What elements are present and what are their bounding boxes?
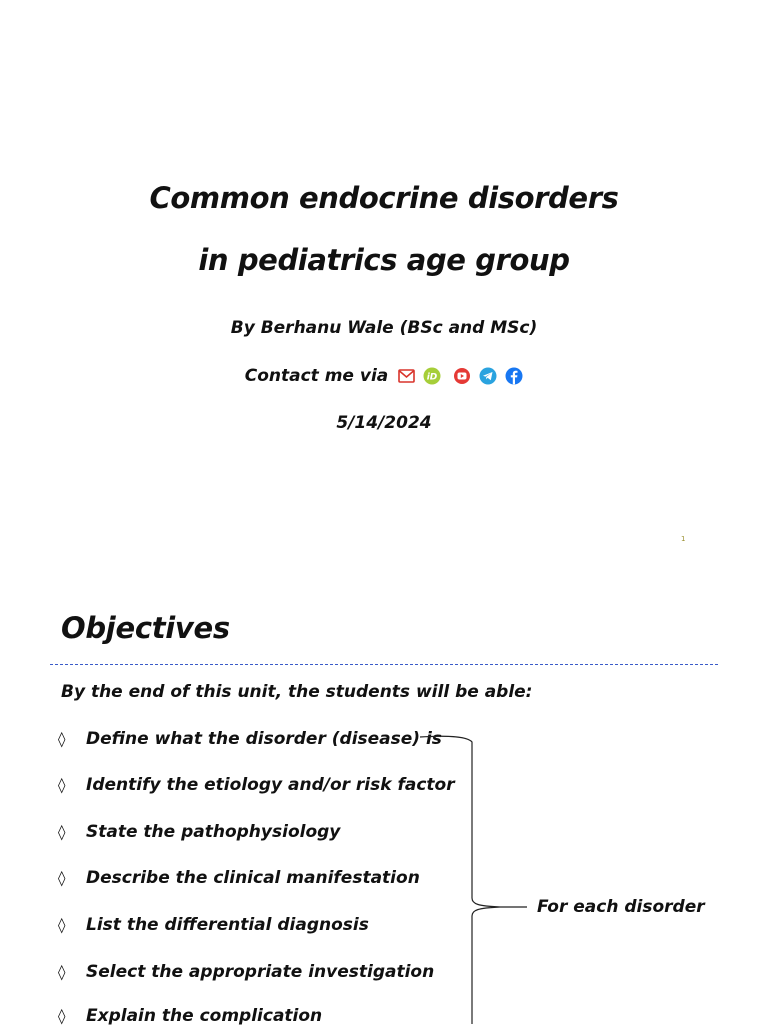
diamond-bullet-icon: ◊ [58, 776, 66, 794]
diamond-bullet-icon: ◊ [58, 730, 66, 748]
objective-text: State the pathophysiology [86, 822, 341, 842]
diamond-bullet-icon: ◊ [58, 963, 66, 981]
title-line-2: in pediatrics age group [198, 243, 570, 277]
objectives-heading: Objectives [61, 611, 230, 645]
objective-text: Select the appropriate investigation [86, 962, 435, 982]
objective-text: Define what the disorder (disease) is [86, 729, 442, 749]
svg-text:iD: iD [426, 372, 438, 383]
date-line: 5/14/2024 [336, 413, 432, 433]
objectives-intro: By the end of this unit, the students will be able: [61, 682, 533, 702]
diamond-bullet-icon: ◊ [58, 823, 66, 841]
contact-label: Contact me via [244, 366, 389, 386]
page-number: 1 [681, 535, 686, 543]
objective-text: Describe the clinical manifestation [86, 868, 420, 888]
objective-text: Explain the complication [86, 1006, 323, 1026]
diamond-bullet-icon: ◊ [58, 1007, 66, 1025]
objective-text: List the differential diagnosis [86, 915, 369, 935]
diamond-bullet-icon: ◊ [58, 869, 66, 887]
diamond-bullet-icon: ◊ [58, 916, 66, 934]
title-line-1: Common endocrine disorders [149, 181, 619, 215]
author-line: By Berhanu Wale (BSc and MSc) [230, 318, 538, 338]
objective-text: Identify the etiology and/or risk factor [86, 775, 455, 795]
brace-label: For each disorder [537, 897, 705, 917]
